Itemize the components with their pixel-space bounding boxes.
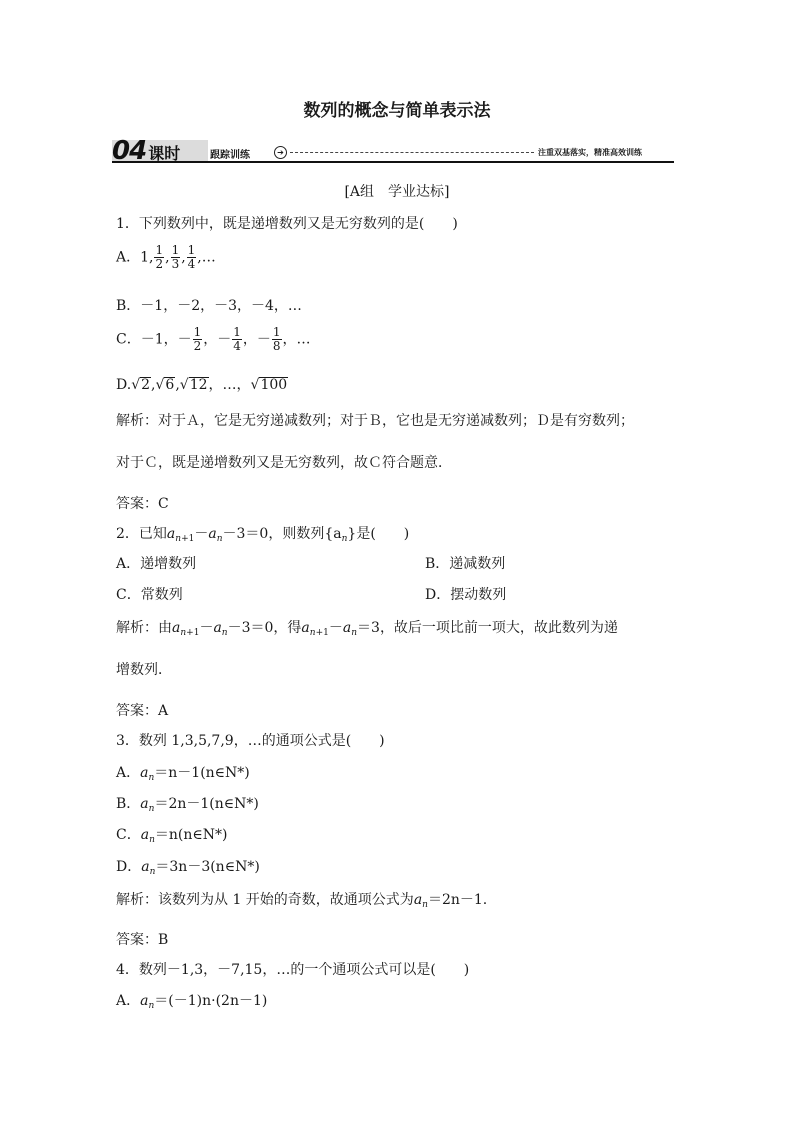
q1-d-prefix: D. [116,377,132,393]
q3-explanation: 解析：该数列为从 1 开始的奇数，故通项公式为$a_n=2n-1$. [116,892,488,910]
q1-option-c: C．－1，－ $\frac{1}{2}$ ，－ $\frac{1}{4}$ ，－ $\frac{1}{8}$ ，… [116,325,311,353]
q3-option-c: C．$a_n=n(n\in N*)$ [116,827,228,845]
banner-word: 课时 [148,144,181,163]
q2-option-a: A．递增数列 [116,556,197,572]
q1-a-tail: ,… [197,249,216,266]
q2-answer: 答案：A [116,703,169,719]
q1-option-a: A．1, $\frac{1}{2}$ , $\frac{1}{3}$ , $\frac{1}{4}$ ,… [116,243,216,271]
q1-stem: 1．下列数列中，既是递增数列又是无穷数列的是( ) [116,216,458,232]
q3-option-d: D．$a_n=3n-3(n\in N*)$ [116,859,260,877]
q1-answer: 答案：C [116,496,169,512]
banner-number: 04 [112,136,147,166]
sqrt: 12 [189,377,208,393]
q2-explanation-line2: 增数列． [116,662,172,678]
banner-note: 注重双基落实，精准高效训练 [538,148,642,157]
arrow-circle-icon: ➔ [274,146,287,159]
page-title: 数列的概念与简单表示法 [303,101,491,121]
q3-stem: 3．数列 1,3,5,7,9，…的通项公式是( ) [116,733,385,749]
banner-dashed-line [290,152,534,153]
q3-answer: 答案：B [116,932,169,948]
q3-option-b: B．$a_n=2n-1(n\in N*)$ [116,796,259,814]
banner-rule [112,161,674,163]
fraction: $\frac{1}{3}$ [171,243,180,271]
sqrt: 2 [141,377,151,393]
q1-option-b: B．－1，－2，－3，－4，… [116,298,302,314]
group-heading: [A组 学业达标] [344,184,450,200]
q2-stem: 2．已知$a_{n+1}-a_n-3=0$，则数列$\{a_n\}$是( ) [116,526,410,544]
fraction: $\frac{1}{4}$ [233,325,241,353]
q1-explanation-line2: 对于Ｃ，既是递增数列又是无穷数列，故Ｃ符合题意． [116,455,452,471]
fraction: $\frac{1}{4}$ [187,243,196,271]
q1-a-prefix: A．1, [116,249,154,266]
q2-explanation-line1: 解析：由$a_{n+1}-a_n-3=0$，得$a_{n+1}-a_n=3$，故后一项比前一项大，故此数列为递 [116,620,618,638]
q1-c-tail: ，… [282,331,311,348]
sqrt: 6 [165,377,175,393]
lesson-banner [112,136,674,166]
sqrt: 100 [260,377,288,393]
q1-c-prefix: C．－1，－ [116,331,192,348]
fraction: $\frac{1}{2}$ [193,325,202,353]
fraction: $\frac{1}{8}$ [272,325,281,353]
q1-explanation-line1: 解析：对于Ａ，它是无穷递减数列；对于Ｂ，它也是无穷递减数列；Ｄ是有穷数列； [116,413,634,429]
q4-option-a: A．$a_n=(-1)n\cdot(2n-1)$ [116,993,268,1011]
q3-option-a: A．$a_n=n-1(n\in N*)$ [116,765,250,783]
q2-option-c: C．常数列 [116,587,183,603]
fraction: $\frac{1}{2}$ [155,243,164,271]
q1-option-d: D.√2,√6,√12，…，√100 [116,377,288,393]
q2-option-d: D．摆动数列 [425,587,507,603]
ellipsis: … [222,377,237,393]
banner-label: 跟踪训练 [210,150,250,161]
q2-option-b: B．递减数列 [425,556,506,572]
q4-stem: 4．数列－1,3，－7,15，…的一个通项公式可以是( ) [116,962,470,978]
